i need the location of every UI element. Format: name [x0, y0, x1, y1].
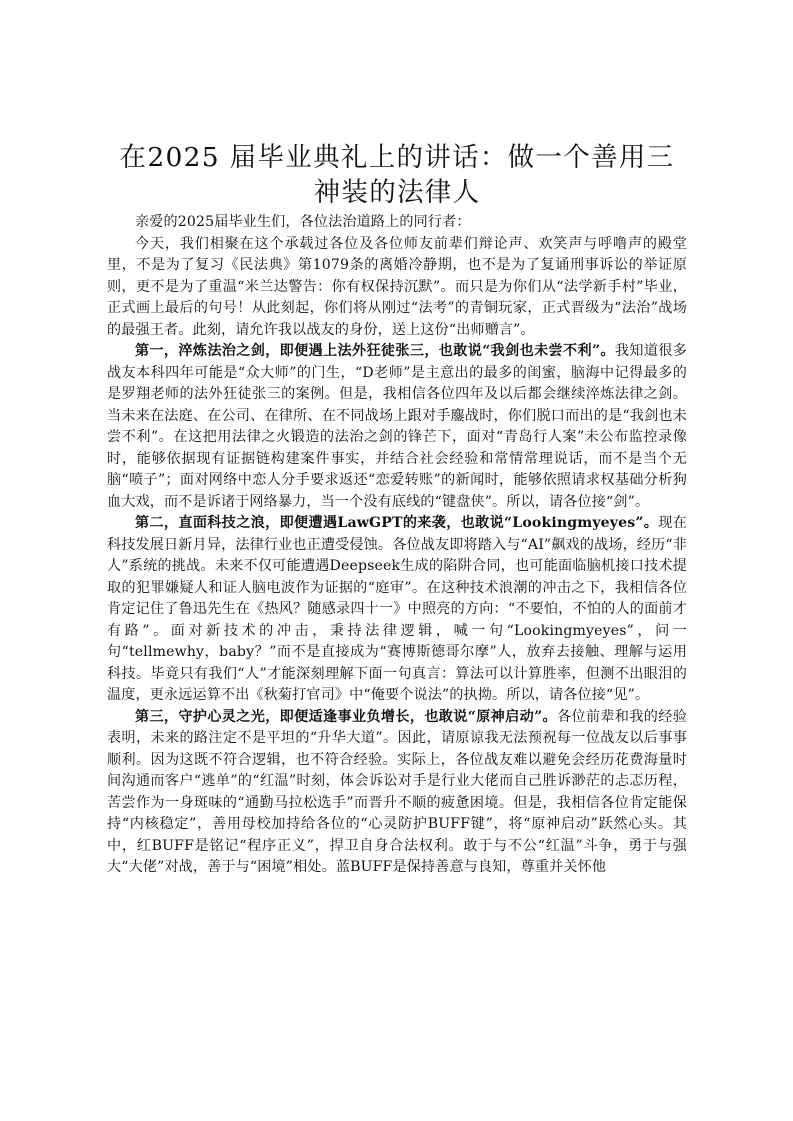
- intro-paragraph: 今天，我们相聚在这个承载过各位及各位师友前辈们辩论声、欢笑声与呼噜声的殿堂里，不是为了复习《民法典》第1079条的离婚冷静期，也不是为了复诵刑事诉讼的举证原则，更不是为了重温“米兰达警告：你有权保持沉默”。而只是为你们从“法学新手村”毕业，正式画上最后的句号！从此刻起，你们将从刚过“法考”的青铜玩家，正式晋级为“法治”战场的最强王者。此刻，请允许我以战友的身份，送上这份“出师赠言”。: [107, 235, 687, 338]
- section-2-body: 现在科技发展日新月异，法律行业也正遭受侵蚀。各位战友即将踏入与“AI”飙戏的战场，经历“非人”系统的挑战。未来不仅可能遭遇Deepseek生成的陷阱合同，也可能面临脑机接口技术提取的犯罪嫌疑人和证人脑电波作为证据的“庭审”。在这种技术浪潮的冲击之下，我相信各位肯定记住了鲁迅先生在《热风？随感录四十一》中照亮的方向：“不要怕，不怕的人的面前才有路”。面对新技术的冲击，秉持法律逻辑，喊一句“Lookingmyeyes”，问一句“tellmewhy，baby？”而不是直接成为“赛博斯德哥尔摩”人，放弃去接触、理解与运用科技。毕竟只有我们“人”才能深刻理解下面一句真言：算法可以计算胜率，但测不出眼泪的温度，更永远运算不出《秋菊打官司》中“俺要个说法”的执拗。所以，请各位接“见”。: [107, 515, 687, 703]
- section-1-paragraph: [107, 341, 687, 513]
- title-line-2: 神装的法律人: [313, 177, 481, 208]
- document-page: [107, 140, 687, 879]
- document-title: [107, 140, 687, 210]
- section-1-body: 我知道很多战友本科四年可能是“众大师”的门生，“D老师”是主意出的最多的闺蜜，脑海中记得最多的是罗翔老师的法外狂徒张三的案例。但是，我相信各位四年及以后都会继续淬炼法律之剑。当未来在法庭、在公司、在律所、在不同战场上跟对手鏖战时，你们脱口而出的是“我剑也未尝不利”。在这把用法律之火锻造的法治之剑的锋芒下，面对“青岛行人案”未公布监控录像时，能够依据现有证据链构建案件事实，并结合社会经验和常情常理说话，而不是当个无脑“喷子”；面对网络中恋人分手要求返还“恋爱转账”的新闻时，能够依照请求权基础分析狗血大戏，而不是诉诸于网络暴力，当一个没有底线的“键盘侠”。所以，请各位接“剑”。: [107, 343, 688, 510]
- section-3-body: 各位前辈和我的经验表明，未来的路注定不是平坦的“升华大道”。因此，请原谅我无法预祝每一位战友以后事事顺利。因为这既不符合逻辑，也不符合经验。实际上，各位战友难以避免会经历花费海量时间沟通而客户“逃单”的“红温”时刻，体会诉讼对手是行业大佬而自己胜诉渺茫的忐忑历程，苦尝作为一身斑味的“通勤马拉松选手”而晋升不顺的疲惫困境。但是，我相信各位肯定能保持“内核稳定”，善用母校加持给各位的“心灵防护BUFF键”，将“原神启动”跃然心头。其中，红BUFF是铭记“程序正义”，捍卫自身合法权利。敢于与不公“红温”斗争，勇于与强大“大佬”对战，善于与“困境”相处。蓝BUFF是保持善意与良知，尊重并关怀他: [107, 708, 687, 875]
- section-1-heading: 第一，淬炼法治之剑，即便遇上法外狂徒张三，也敢说“我剑也未尝不利”。: [135, 343, 615, 359]
- title-line-1: 在2025 届毕业典礼上的讲话：做一个善用三: [119, 142, 675, 173]
- section-3-paragraph: [107, 707, 687, 879]
- section-2-heading: 第二，直面科技之浪，即便遭遇LawGPT的来袭，也敢说“Lookingmyeyes”。: [135, 515, 659, 531]
- section-2-paragraph: [107, 513, 687, 707]
- section-3-heading: 第三，守护心灵之光，即便适逢事业负增长，也敢说“原神启动”。: [135, 708, 558, 725]
- greeting-paragraph: 亲爱的2025届毕业生们，各位法治道路上的同行者：: [135, 214, 471, 230]
